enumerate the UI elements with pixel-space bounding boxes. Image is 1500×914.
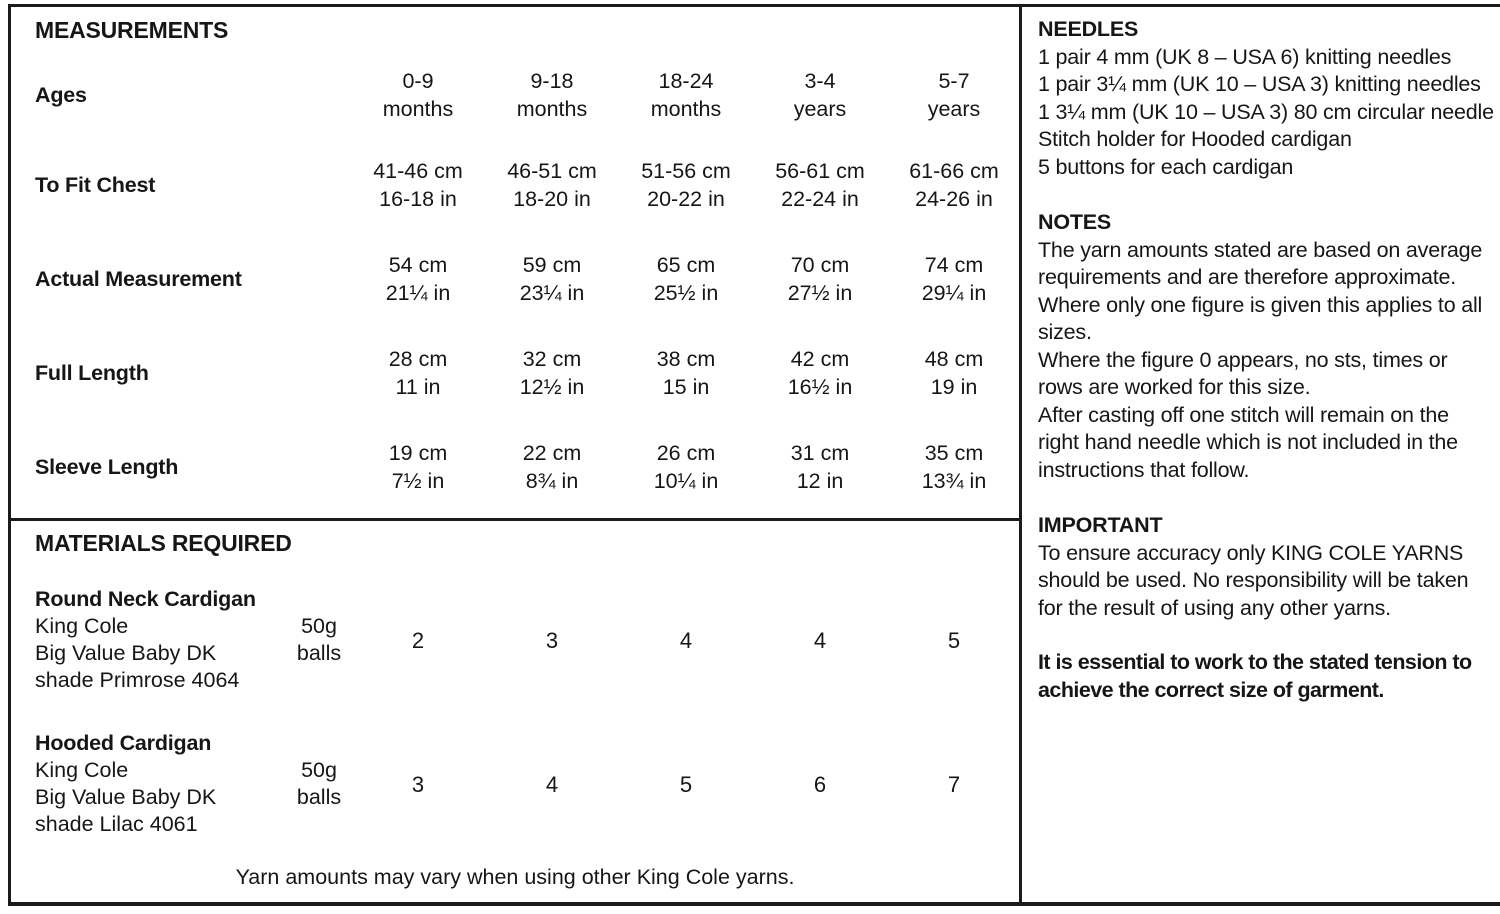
value-cm: 22 cm [522,441,582,465]
age-unit: months [382,97,454,121]
value-in: 10¼ in [653,469,719,493]
important-title: IMPORTANT [1038,513,1163,537]
notes-paragraph: After casting off one stitch will remain on the right hand needle which is not included in the instructions that follow. [1038,402,1458,482]
unit-label [287,730,351,838]
value-cm: 19 cm [388,441,448,465]
value-in: 18-20 in [513,187,591,211]
measurement-cell [887,251,1021,307]
right-column [1019,4,1500,906]
measurement-cell [619,439,753,495]
measurement-cell [351,345,485,401]
measurement-cell [619,345,753,401]
measurement-cell [887,345,1021,401]
age-column-header [753,67,887,123]
ball-count: 4 [679,628,693,653]
value-cm: 35 cm [924,441,984,465]
table-row-full-length [35,326,1019,420]
yarn-info [35,730,287,838]
materials-section [11,521,1019,902]
row-label: Sleeve Length [35,454,179,479]
needles-line: 1 pair 3¼ mm (UK 10 – USA 3) knitting needles [1038,72,1481,96]
value-cm: 65 cm [656,253,716,277]
measurement-cell [351,251,485,307]
measurements-table [11,52,1019,514]
ball-count: 4 [813,628,827,653]
notes-paragraph: Where the figure 0 appears, no sts, times or rows are worked for this size. [1038,347,1448,399]
value-in: 15 in [662,375,710,399]
age-column-header [619,67,753,123]
left-column [8,4,1019,906]
yarn-variance-note: Yarn amounts may vary when using other King Cole yarns. [235,865,795,889]
value-cm: 74 cm [924,253,984,277]
value-cm: 26 cm [656,441,716,465]
needles-line: 1 pair 4 mm (UK 8 – USA 6) knitting needles [1038,44,1452,69]
ball-count: 3 [411,772,425,797]
needles-section [1038,16,1494,181]
age-unit: months [650,97,722,121]
measurements-title: MEASUREMENTS [35,17,229,43]
value-in: 20-22 in [647,187,725,211]
materials-title: MATERIALS REQUIRED [35,530,292,556]
yarn-shade: shade Primrose 4064 [35,668,240,692]
age-column-header [887,67,1021,123]
value-in: 21¼ in [385,281,451,305]
age-range: 5-7 [938,69,970,93]
measurement-cell [619,157,753,213]
table-row-ages [35,52,1019,138]
notes-section [1038,209,1494,484]
material-item-hooded [35,730,1019,838]
value-in: 8¾ in [525,469,579,493]
value-in: 23¼ in [519,281,585,305]
value-in: 12 in [796,469,844,493]
ball-count: 7 [947,772,961,797]
value-in: 16½ in [787,375,853,399]
garment-name: Round Neck Cardigan [35,587,256,611]
yarn-line: Big Value Baby DK [35,785,217,809]
age-range: 9-18 [530,69,574,93]
section-spacer [1038,181,1494,209]
value-cm: 42 cm [790,347,850,371]
notes-paragraph: The yarn amounts stated are based on average requirements and are therefore approximate. [1038,237,1483,289]
age-column-header [485,67,619,123]
value-in: 7½ in [391,469,445,493]
measurement-cell [619,251,753,307]
age-range: 0-9 [402,69,434,93]
value-cm: 59 cm [522,253,582,277]
measurement-cell [485,345,619,401]
measurement-cell [753,157,887,213]
value-in: 24-26 in [915,187,993,211]
value-in: 25½ in [653,281,719,305]
tension-warning: It is essential to work to the stated tension to achieve the correct size of garment. [1038,650,1472,702]
measurement-cell [887,157,1021,213]
value-cm: 70 cm [790,253,850,277]
value-cm: 56-61 cm [775,159,865,183]
yarn-shade: shade Lilac 4061 [35,812,198,836]
value-cm: 51-56 cm [641,159,731,183]
age-range: 3-4 [804,69,836,93]
yarn-info [35,586,287,694]
needles-title: NEEDLES [1038,17,1139,41]
ball-count: 2 [411,628,425,653]
ball-count: 5 [679,772,693,797]
value-cm: 46-51 cm [507,159,597,183]
ball-count: 6 [813,772,827,797]
row-label: Actual Measurement [35,266,242,291]
needles-line: Stitch holder for Hooded cardigan [1038,127,1352,151]
row-label: To Fit Chest [35,172,156,197]
ball-count: 5 [947,628,961,653]
value-in: 16-18 in [379,187,457,211]
yarn-line: Big Value Baby DK [35,641,217,665]
row-label-ages: Ages [35,82,87,107]
important-body: To ensure accuracy only KING COLE YARNS should be used. No responsibility will be taken for the result of using any other yarns. [1038,540,1469,620]
unit-label [287,586,351,694]
material-item-round-neck [35,586,1019,694]
needles-line: 1 3¼ mm (UK 10 – USA 3) 80 cm circular needle [1038,99,1494,124]
value-in: 27½ in [787,281,853,305]
unit-name: balls [296,641,342,665]
value-cm: 41-46 cm [373,159,463,183]
value-in: 19 in [930,375,978,399]
row-label: Full Length [35,360,149,385]
table-row-to-fit-chest [35,138,1019,232]
measurements-section [11,7,1019,521]
value-in: 11 in [395,375,441,399]
unit-name: balls [296,785,342,809]
measurement-cell [485,157,619,213]
ball-count: 4 [545,772,559,797]
value-cm: 54 cm [388,253,448,277]
notes-paragraph: Where only one figure is given this applies to all sizes. [1038,292,1483,344]
important-section [1038,512,1494,704]
value-cm: 31 cm [790,441,850,465]
measurement-cell [887,439,1021,495]
measurement-cell [753,345,887,401]
yarn-brand: King Cole [35,758,129,782]
value-in: 12½ in [519,375,585,399]
measurement-cell [485,439,619,495]
unit-weight: 50g [301,758,337,782]
needles-line: 5 buttons for each cardigan [1038,154,1294,179]
age-unit: years [793,97,847,121]
age-range: 18-24 [658,69,714,93]
age-unit: years [927,97,981,121]
value-in: 22-24 in [781,187,859,211]
value-in: 29¼ in [921,281,987,305]
measurement-cell [351,439,485,495]
table-row-actual-measurement [35,232,1019,326]
ball-count: 3 [545,628,559,653]
value-cm: 38 cm [656,347,716,371]
measurement-cell [351,157,485,213]
garment-name: Hooded Cardigan [35,731,212,755]
age-unit: months [516,97,588,121]
value-cm: 48 cm [924,347,984,371]
section-spacer [1038,484,1494,512]
value-cm: 32 cm [522,347,582,371]
value-cm: 61-66 cm [909,159,999,183]
notes-title: NOTES [1038,210,1112,234]
unit-weight: 50g [301,614,337,638]
measurement-cell [753,251,887,307]
value-in: 13¾ in [921,469,987,493]
age-column-header [351,67,485,123]
yarn-brand: King Cole [35,614,129,638]
value-cm: 28 cm [388,347,448,371]
measurement-cell [485,251,619,307]
table-row-sleeve-length [35,420,1019,514]
measurement-cell [753,439,887,495]
